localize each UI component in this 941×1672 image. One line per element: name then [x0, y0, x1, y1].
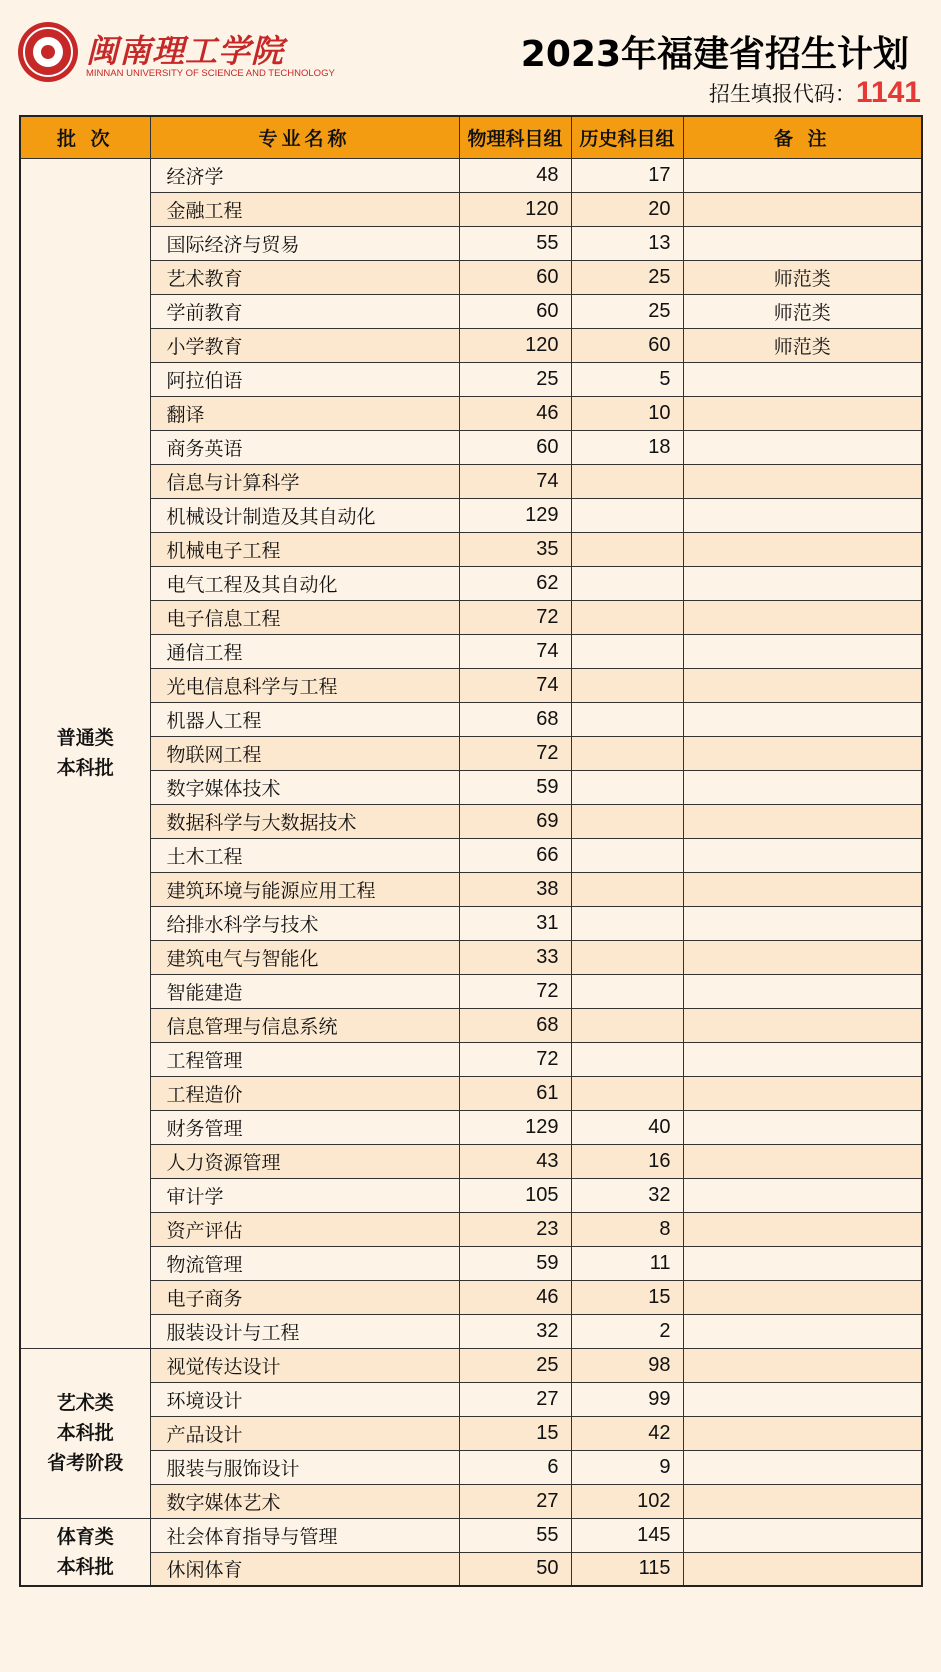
remark-cell [683, 1076, 922, 1110]
remark-cell [683, 906, 922, 940]
physics-count-cell: 59 [459, 770, 571, 804]
history-count-cell [571, 566, 683, 600]
physics-count-cell: 43 [459, 1144, 571, 1178]
major-name-cell: 信息管理与信息系统 [150, 1008, 459, 1042]
remark-cell [683, 1042, 922, 1076]
remark-cell [683, 1518, 922, 1552]
physics-count-cell: 15 [459, 1416, 571, 1450]
physics-count-cell: 33 [459, 940, 571, 974]
physics-count-cell: 32 [459, 1314, 571, 1348]
remark-cell [683, 702, 922, 736]
history-count-cell [571, 464, 683, 498]
header-history-group: 历史科目组 [571, 116, 683, 158]
table-row [20, 702, 922, 736]
physics-count-cell: 55 [459, 226, 571, 260]
table-row [20, 158, 922, 192]
major-name-cell: 物流管理 [150, 1246, 459, 1280]
major-name-cell: 工程管理 [150, 1042, 459, 1076]
table-row [20, 1144, 922, 1178]
table-row [20, 1552, 922, 1586]
table-row [20, 1518, 922, 1552]
physics-count-cell: 46 [459, 396, 571, 430]
table-row [20, 1246, 922, 1280]
major-name-cell: 财务管理 [150, 1110, 459, 1144]
table-row [20, 498, 922, 532]
remark-cell [683, 362, 922, 396]
remark-cell [683, 1552, 922, 1586]
header-physics-group: 物理科目组 [459, 116, 571, 158]
physics-count-cell: 27 [459, 1484, 571, 1518]
history-count-cell: 98 [571, 1348, 683, 1382]
major-name-cell: 建筑环境与能源应用工程 [150, 872, 459, 906]
major-name-cell: 产品设计 [150, 1416, 459, 1450]
physics-count-cell: 38 [459, 872, 571, 906]
history-count-cell [571, 1042, 683, 1076]
remark-cell [683, 566, 922, 600]
table-row [20, 1178, 922, 1212]
physics-count-cell: 55 [459, 1518, 571, 1552]
physics-count-cell: 25 [459, 1348, 571, 1382]
history-count-cell [571, 872, 683, 906]
major-name-cell: 机器人工程 [150, 702, 459, 736]
physics-count-cell: 129 [459, 498, 571, 532]
table-row [20, 1280, 922, 1314]
batch-cell: 艺术类 本科批 省考阶段 [20, 1348, 150, 1518]
history-count-cell: 99 [571, 1382, 683, 1416]
physics-count-cell: 46 [459, 1280, 571, 1314]
remark-cell [683, 1450, 922, 1484]
table-row [20, 1416, 922, 1450]
remark-cell [683, 838, 922, 872]
table-header-row [20, 116, 922, 158]
remark-cell [683, 158, 922, 192]
history-count-cell: 145 [571, 1518, 683, 1552]
major-name-cell: 信息与计算科学 [150, 464, 459, 498]
physics-count-cell: 74 [459, 634, 571, 668]
physics-count-cell: 74 [459, 668, 571, 702]
physics-count-cell: 27 [459, 1382, 571, 1416]
major-name-cell: 商务英语 [150, 430, 459, 464]
remark-cell [683, 1144, 922, 1178]
major-name-cell: 金融工程 [150, 192, 459, 226]
remark-cell [683, 532, 922, 566]
seal-icon [18, 22, 78, 82]
major-name-cell: 学前教育 [150, 294, 459, 328]
remark-cell [683, 974, 922, 1008]
physics-count-cell: 120 [459, 328, 571, 362]
remark-cell [683, 1110, 922, 1144]
table-row [20, 1382, 922, 1416]
remark-cell [683, 1280, 922, 1314]
physics-count-cell: 68 [459, 1008, 571, 1042]
table-row [20, 1076, 922, 1110]
enrollment-code-value: 1141 [855, 76, 921, 109]
physics-count-cell: 62 [459, 566, 571, 600]
remark-cell [683, 1382, 922, 1416]
history-count-cell: 9 [571, 1450, 683, 1484]
history-count-cell [571, 634, 683, 668]
physics-count-cell: 35 [459, 532, 571, 566]
physics-count-cell: 23 [459, 1212, 571, 1246]
remark-cell [683, 804, 922, 838]
enrollment-table [19, 115, 923, 1587]
table-row [20, 974, 922, 1008]
major-name-cell: 艺术教育 [150, 260, 459, 294]
history-count-cell: 2 [571, 1314, 683, 1348]
remark-cell [683, 430, 922, 464]
major-name-cell: 人力资源管理 [150, 1144, 459, 1178]
table-row [20, 872, 922, 906]
table-row [20, 940, 922, 974]
remark-cell [683, 1212, 922, 1246]
history-count-cell: 18 [571, 430, 683, 464]
major-name-cell: 电子信息工程 [150, 600, 459, 634]
physics-count-cell: 31 [459, 906, 571, 940]
major-name-cell: 机械电子工程 [150, 532, 459, 566]
remark-cell [683, 396, 922, 430]
history-count-cell: 11 [571, 1246, 683, 1280]
major-name-cell: 阿拉伯语 [150, 362, 459, 396]
history-count-cell: 32 [571, 1178, 683, 1212]
history-count-cell [571, 1008, 683, 1042]
major-name-cell: 智能建造 [150, 974, 459, 1008]
remark-cell [683, 1416, 922, 1450]
table-row [20, 804, 922, 838]
table-row [20, 838, 922, 872]
table-row [20, 1348, 922, 1382]
table-row [20, 1450, 922, 1484]
major-name-cell: 经济学 [150, 158, 459, 192]
remark-cell [683, 1178, 922, 1212]
remark-cell [683, 1008, 922, 1042]
history-count-cell [571, 668, 683, 702]
table-row [20, 532, 922, 566]
table-row [20, 260, 922, 294]
major-name-cell: 电气工程及其自动化 [150, 566, 459, 600]
history-count-cell [571, 974, 683, 1008]
remark-cell [683, 1314, 922, 1348]
remark-cell [683, 464, 922, 498]
remark-cell [683, 1484, 922, 1518]
major-name-cell: 数据科学与大数据技术 [150, 804, 459, 838]
major-name-cell: 社会体育指导与管理 [150, 1518, 459, 1552]
history-count-cell: 25 [571, 294, 683, 328]
history-count-cell: 15 [571, 1280, 683, 1314]
table-row [20, 1484, 922, 1518]
physics-count-cell: 50 [459, 1552, 571, 1586]
major-name-cell: 视觉传达设计 [150, 1348, 459, 1382]
history-count-cell: 60 [571, 328, 683, 362]
physics-count-cell: 72 [459, 736, 571, 770]
remark-cell [683, 1348, 922, 1382]
physics-count-cell: 59 [459, 1246, 571, 1280]
batch-cell: 体育类 本科批 [20, 1518, 150, 1586]
major-name-cell: 通信工程 [150, 634, 459, 668]
physics-count-cell: 72 [459, 974, 571, 1008]
table-row [20, 294, 922, 328]
physics-count-cell: 74 [459, 464, 571, 498]
table-row [20, 1042, 922, 1076]
major-name-cell: 服装设计与工程 [150, 1314, 459, 1348]
table-row [20, 770, 922, 804]
table-row [20, 1110, 922, 1144]
history-count-cell [571, 940, 683, 974]
history-count-cell: 17 [571, 158, 683, 192]
history-count-cell [571, 498, 683, 532]
batch-cell: 普通类 本科批 [20, 158, 150, 1348]
history-count-cell [571, 702, 683, 736]
history-count-cell: 115 [571, 1552, 683, 1586]
physics-count-cell: 105 [459, 1178, 571, 1212]
table-row [20, 600, 922, 634]
history-count-cell: 10 [571, 396, 683, 430]
remark-cell: 师范类 [683, 294, 922, 328]
remark-cell [683, 634, 922, 668]
major-name-cell: 小学教育 [150, 328, 459, 362]
history-count-cell [571, 600, 683, 634]
history-count-cell [571, 804, 683, 838]
major-name-cell: 服装与服饰设计 [150, 1450, 459, 1484]
history-count-cell: 42 [571, 1416, 683, 1450]
major-name-cell: 资产评估 [150, 1212, 459, 1246]
major-name-cell: 数字媒体艺术 [150, 1484, 459, 1518]
major-name-cell: 物联网工程 [150, 736, 459, 770]
table-row [20, 328, 922, 362]
history-count-cell: 102 [571, 1484, 683, 1518]
remark-cell: 师范类 [683, 328, 922, 362]
table-row [20, 396, 922, 430]
physics-count-cell: 61 [459, 1076, 571, 1110]
enrollment-code-label: 招生填报代码： [708, 82, 856, 106]
history-count-cell [571, 1076, 683, 1110]
major-name-cell: 工程造价 [150, 1076, 459, 1110]
major-name-cell: 建筑电气与智能化 [150, 940, 459, 974]
physics-count-cell: 129 [459, 1110, 571, 1144]
remark-cell [683, 226, 922, 260]
logo-english-name: MINNAN UNIVERSITY OF SCIENCE AND TECHNOLOGY [86, 68, 335, 79]
major-name-cell: 机械设计制造及其自动化 [150, 498, 459, 532]
header-batch: 批 次 [20, 116, 150, 158]
history-count-cell [571, 906, 683, 940]
enrollment-code [709, 76, 921, 110]
physics-count-cell: 60 [459, 430, 571, 464]
remark-cell [683, 192, 922, 226]
table-body [20, 158, 922, 1586]
table-row [20, 362, 922, 396]
table-row [20, 1008, 922, 1042]
major-name-cell: 休闲体育 [150, 1552, 459, 1586]
remark-cell [683, 498, 922, 532]
physics-count-cell: 68 [459, 702, 571, 736]
major-name-cell: 给排水科学与技术 [150, 906, 459, 940]
table-row [20, 226, 922, 260]
physics-count-cell: 25 [459, 362, 571, 396]
history-count-cell: 25 [571, 260, 683, 294]
physics-count-cell: 6 [459, 1450, 571, 1484]
university-logo [18, 22, 335, 86]
major-name-cell: 审计学 [150, 1178, 459, 1212]
table-row [20, 668, 922, 702]
table-row [20, 634, 922, 668]
physics-count-cell: 60 [459, 294, 571, 328]
remark-cell [683, 1246, 922, 1280]
history-count-cell: 8 [571, 1212, 683, 1246]
remark-cell [683, 872, 922, 906]
logo-chinese-name: 闽南理工学院 [86, 32, 285, 70]
remark-cell [683, 668, 922, 702]
remark-cell [683, 736, 922, 770]
history-count-cell: 5 [571, 362, 683, 396]
table-row [20, 566, 922, 600]
physics-count-cell: 69 [459, 804, 571, 838]
remark-cell [683, 600, 922, 634]
table-row [20, 906, 922, 940]
page-title: 2023年福建省招生计划 [520, 34, 909, 75]
history-count-cell: 20 [571, 192, 683, 226]
header-major-name: 专业名称 [150, 116, 459, 158]
physics-count-cell: 60 [459, 260, 571, 294]
history-count-cell [571, 770, 683, 804]
remark-cell [683, 940, 922, 974]
major-name-cell: 数字媒体技术 [150, 770, 459, 804]
header [0, 0, 941, 112]
history-count-cell [571, 838, 683, 872]
history-count-cell [571, 736, 683, 770]
major-name-cell: 国际经济与贸易 [150, 226, 459, 260]
major-name-cell: 光电信息科学与工程 [150, 668, 459, 702]
table-row [20, 192, 922, 226]
history-count-cell: 13 [571, 226, 683, 260]
physics-count-cell: 72 [459, 1042, 571, 1076]
header-remarks: 备 注 [683, 116, 922, 158]
table-row [20, 1314, 922, 1348]
physics-count-cell: 66 [459, 838, 571, 872]
physics-count-cell: 120 [459, 192, 571, 226]
remark-cell: 师范类 [683, 260, 922, 294]
major-name-cell: 环境设计 [150, 1382, 459, 1416]
remark-cell [683, 770, 922, 804]
history-count-cell [571, 532, 683, 566]
physics-count-cell: 72 [459, 600, 571, 634]
table-row [20, 736, 922, 770]
history-count-cell: 40 [571, 1110, 683, 1144]
history-count-cell: 16 [571, 1144, 683, 1178]
major-name-cell: 土木工程 [150, 838, 459, 872]
table-row [20, 1212, 922, 1246]
table-row [20, 430, 922, 464]
major-name-cell: 电子商务 [150, 1280, 459, 1314]
physics-count-cell: 48 [459, 158, 571, 192]
major-name-cell: 翻译 [150, 396, 459, 430]
table-row [20, 464, 922, 498]
